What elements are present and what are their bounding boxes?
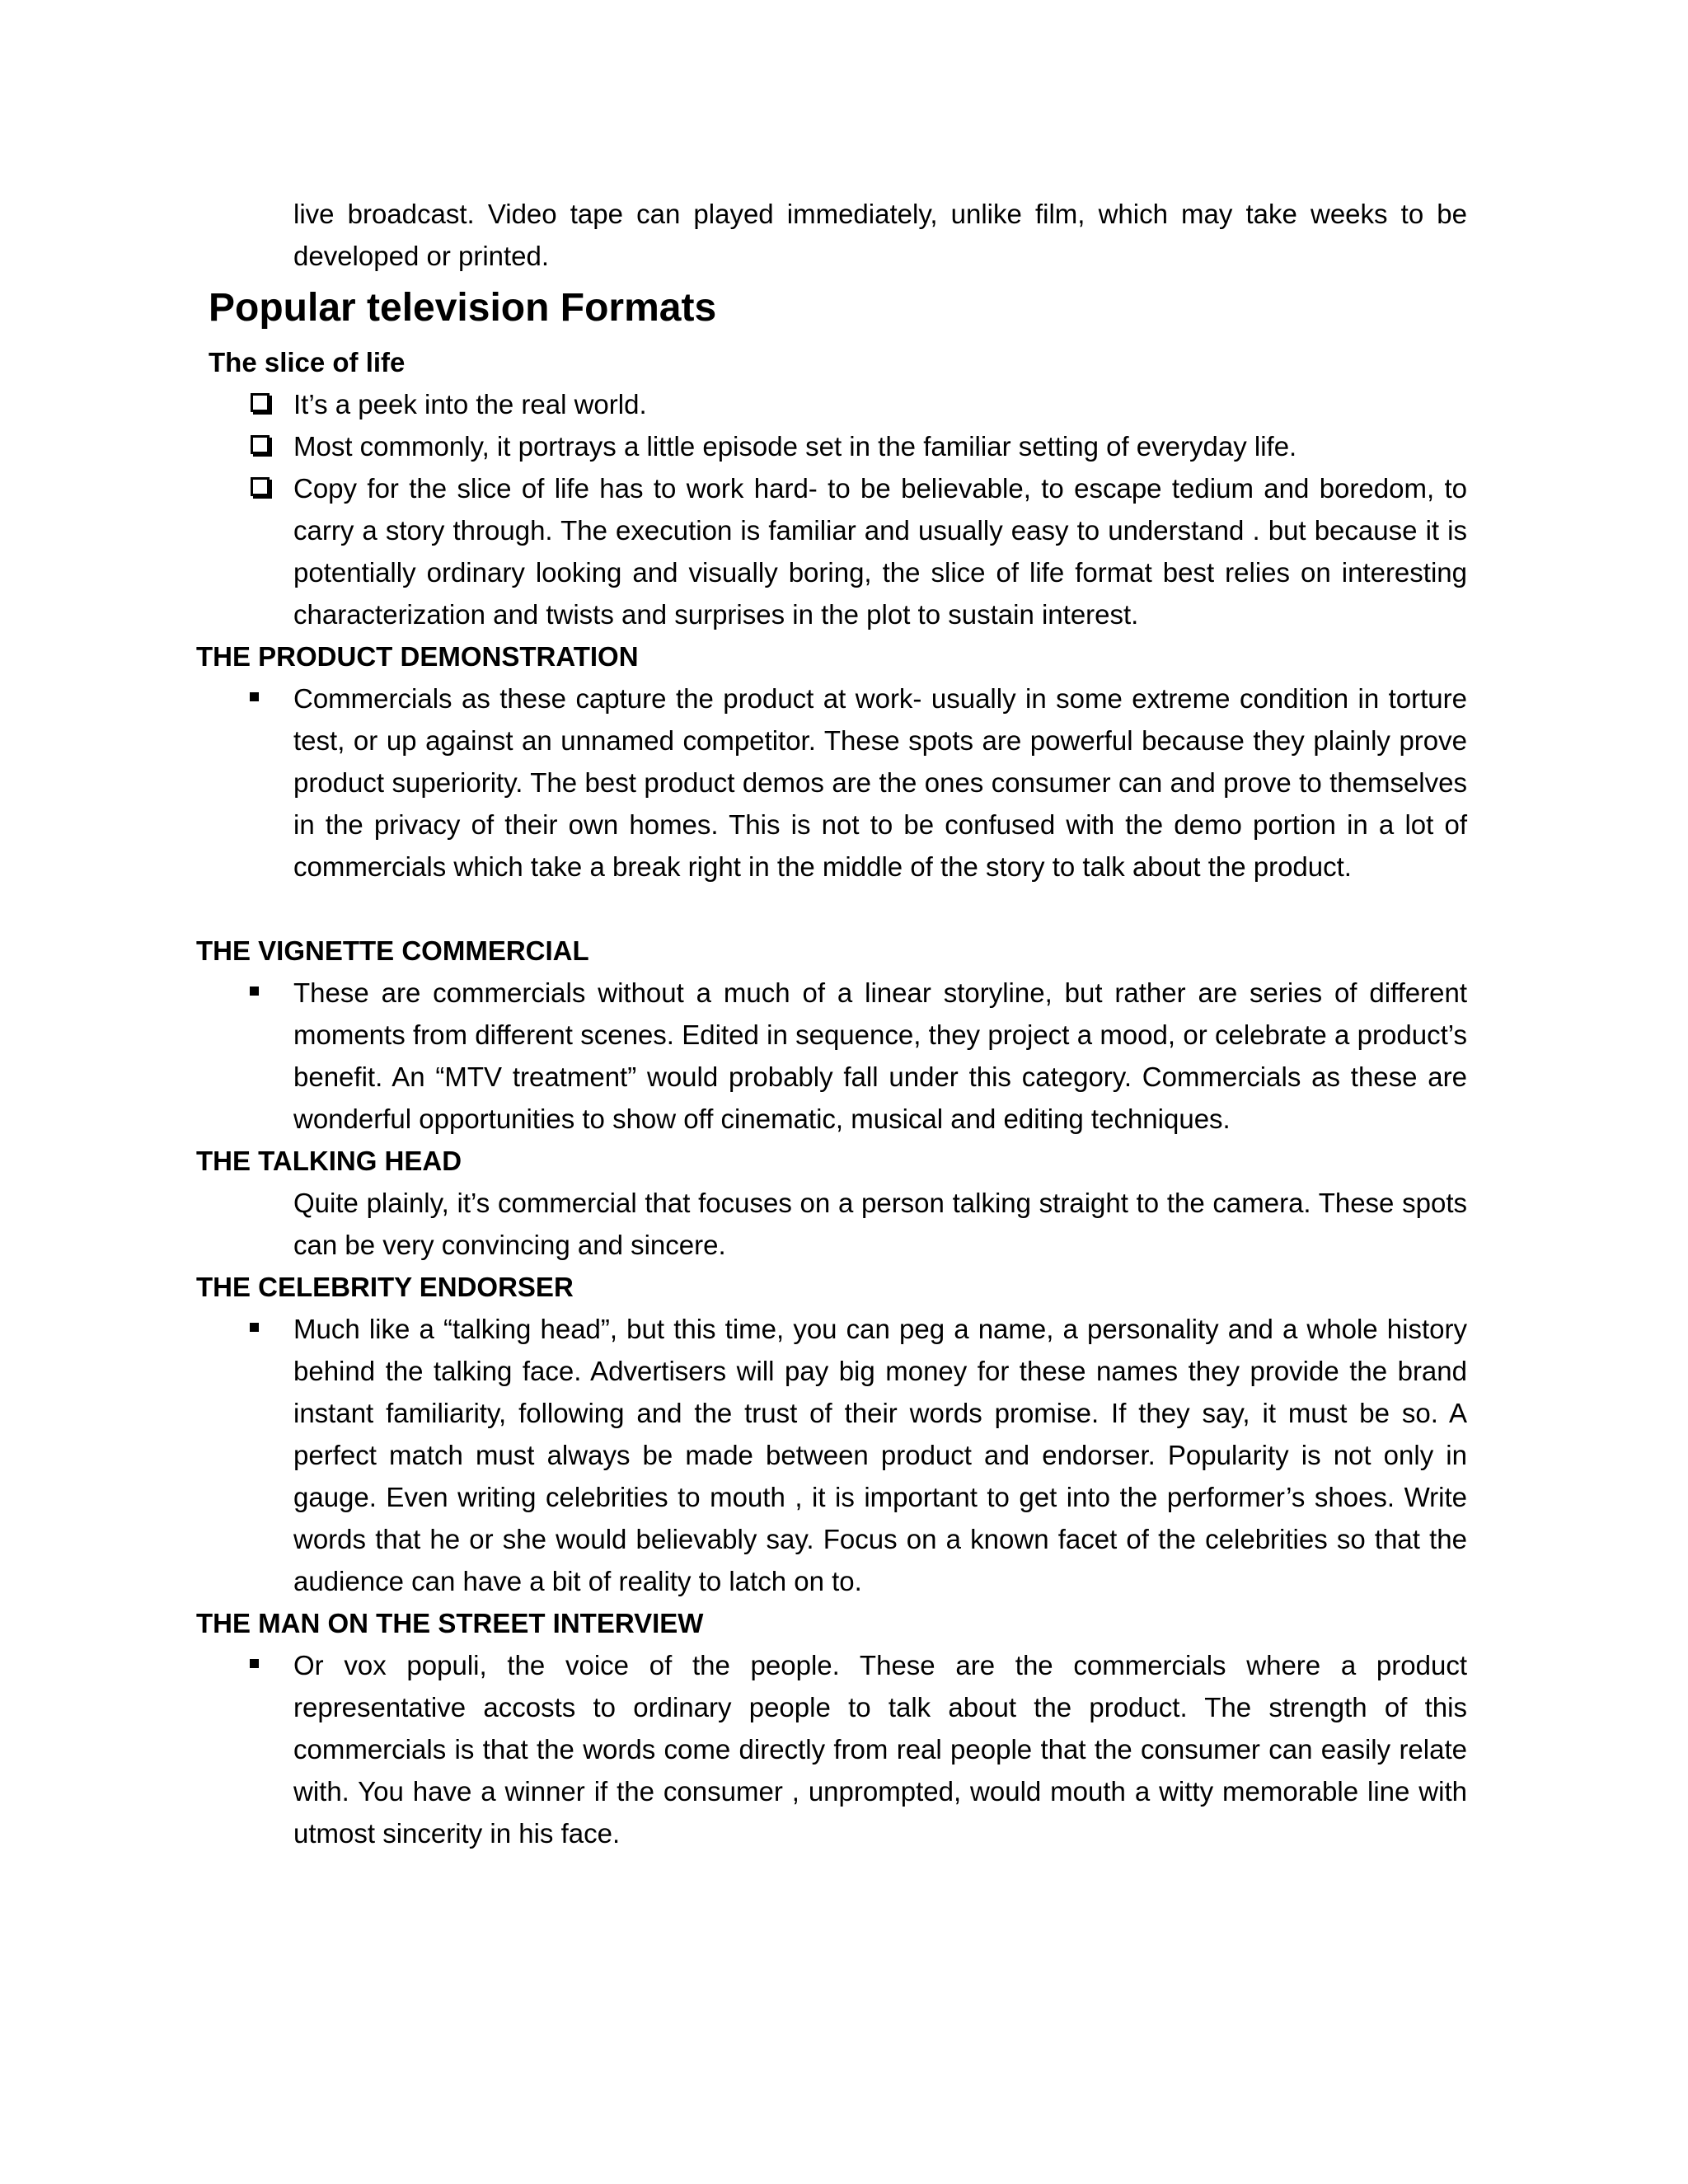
square-bullet-icon bbox=[250, 692, 259, 701]
list-item: Much like a “talking head”, but this time, you can peg a name, a personality and a whole history behind the talking face. Advertisers will pay big money for these names they provide the brand instant familiarity, following and the trust of their words promise. If they say, it must be so. A perfect match must always be made between product and endorser. Popularity is not only in gauge. Even writing celebrities to mouth , it is important to get into the performer’s shoes. Write words that he or she would believably say. Focus on a known facet of the celebrities so that the audience can have a bit of reality to latch on to. bbox=[293, 1314, 1467, 1596]
heading-talking-head: THE TALKING HEAD bbox=[196, 1146, 462, 1176]
checkbox-bullet-icon bbox=[251, 435, 270, 454]
heading-product-demonstration: THE PRODUCT DEMONSTRATION bbox=[196, 641, 639, 672]
list-item: Most commonly, it portrays a little episode set in the familiar setting of everyday life. bbox=[293, 431, 1297, 462]
heading-man-on-the-street: THE MAN ON THE STREET INTERVIEW bbox=[196, 1608, 704, 1638]
heading-slice-of-life: The slice of life bbox=[209, 347, 406, 377]
list-item: Commercials as these capture the product at work- usually in some extreme condition in torture test, or up against an unnamed competitor. These spots are powerful because they plainly prove product superiority. The best product demos are the ones consumer can and prove to themselves in the privacy of their own homes. This is not to be confused with the demo portion in a lot of commercials which take a break right in the middle of the story to talk about the product. bbox=[293, 683, 1467, 882]
page-title: Popular television Formats bbox=[209, 286, 717, 330]
heading-celebrity-endorser: THE CELEBRITY ENDORSER bbox=[196, 1272, 574, 1302]
intro-paragraph: live broadcast. Video tape can played immediately, unlike film, which may take weeks to be developed or printed. bbox=[293, 199, 1467, 271]
heading-vignette-commercial: THE VIGNETTE COMMERCIAL bbox=[196, 935, 589, 966]
checkbox-bullet-icon bbox=[251, 477, 270, 496]
checkbox-bullet-icon bbox=[251, 393, 270, 412]
square-bullet-icon bbox=[250, 1659, 259, 1668]
list-item: These are commercials without a much of a linear storyline, but rather are series of different moments from different scenes. Edited in sequence, they project a mood, or celebrate a product’s benefit. An “MTV treatment” would probably fall under this category. Commercials as these are wonderful opportunities to show off cinematic, musical and editing techniques. bbox=[293, 977, 1467, 1134]
square-bullet-icon bbox=[250, 987, 259, 996]
talking-head-paragraph: Quite plainly, it’s commercial that focuses on a person talking straight to the camera. These spots can be very convincing and sincere. bbox=[293, 1188, 1467, 1260]
list-item: Or vox populi, the voice of the people. These are the commercials where a product representative accosts to ordinary people to talk about the product. The strength of this commercials is that the words come directly from real people that the consumer can easily relate with. You have a winner if the consumer , unprompted, would mouth a witty memorable line with utmost sincerity in his face. bbox=[293, 1650, 1467, 1849]
square-bullet-icon bbox=[250, 1323, 259, 1332]
list-item: It’s a peek into the real world. bbox=[293, 389, 647, 419]
list-item: Copy for the slice of life has to work hard- to be believable, to escape tedium and boredom, to carry a story through. The execution is familiar and usually easy to understand . but because it is potentially ordinary looking and visually boring, the slice of life format best relies on interesting characterization and twists and surprises in the plot to sustain interest. bbox=[293, 473, 1467, 630]
